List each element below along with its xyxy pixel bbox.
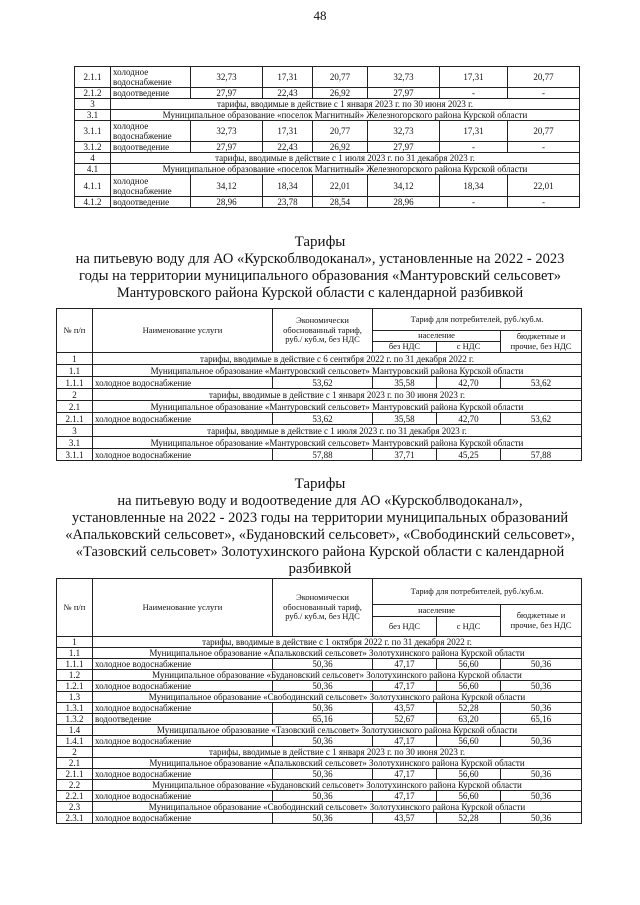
tariff-value: 20,77 — [313, 121, 368, 142]
tariff-value: - — [440, 142, 508, 153]
service-name: холодное водоснабжение — [111, 121, 191, 142]
service-name: водоотведение — [111, 142, 191, 153]
tariff-value: 34,12 — [191, 175, 263, 197]
service-name: водоотведение — [111, 88, 191, 99]
tariff-value: 47,17 — [373, 736, 437, 747]
section-row-text: Муниципальное образование «Мантуровский сельсовет» Мантуровский района Курской области — [93, 437, 582, 449]
table-row — [75, 164, 580, 175]
tariff-value: 32,73 — [368, 67, 440, 88]
section-row-text: Муниципальное образование «поселок Магнитный» Железногорского района Курской области — [111, 110, 580, 121]
service-name: холодное водоснабжение — [93, 449, 273, 461]
tariff-value: 50,36 — [501, 681, 582, 692]
section-row-text: тарифы, вводимые в действие с 1 июля 2023 г. по 31 декабря 2023 г. — [111, 153, 580, 164]
section-row-text: Муниципальное образование «Мантуровский сельсовет» Мантуровский района Курской области — [93, 401, 582, 413]
table-row — [57, 637, 582, 648]
tariff-value: 50,36 — [273, 813, 373, 824]
tariff-value: 18,34 — [440, 175, 508, 197]
table-row — [57, 648, 582, 659]
row-number: 3.1.2 — [75, 142, 111, 153]
tariff-value: 50,36 — [273, 736, 373, 747]
header-consumer-tariff: Тариф для потребителей, руб./куб.м. — [373, 309, 582, 331]
row-number: 2.1.2 — [75, 88, 111, 99]
tariff-value: 20,77 — [313, 67, 368, 88]
header-service: Наименование услуги — [93, 579, 273, 637]
tariff-value: 50,36 — [501, 813, 582, 824]
service-name: холодное водоснабжение — [93, 769, 273, 780]
header-service: Наименование услуги — [93, 309, 273, 353]
service-name: холодное водоснабжение — [111, 67, 191, 88]
tariff-value: 17,31 — [263, 67, 313, 88]
row-number: 4.1 — [75, 164, 111, 175]
section-row-text: Муниципальное образование «Мантуровский сельсовет» Мантуровский района Курской области — [93, 365, 582, 377]
row-number: 3 — [57, 425, 93, 437]
row-number: 2.3.1 — [57, 813, 93, 824]
row-number: 3 — [75, 99, 111, 110]
table-row — [57, 780, 582, 791]
title-line: Тарифы — [294, 476, 346, 492]
tariff-value: 56,60 — [437, 681, 501, 692]
section-title-manturovo — [0, 234, 640, 302]
row-number: 1.1 — [57, 365, 93, 377]
row-number: 2.1.1 — [57, 769, 93, 780]
table-row — [57, 692, 582, 703]
tariff-value: 56,60 — [437, 791, 501, 802]
tariff-value: 56,60 — [437, 736, 501, 747]
tariff-value: 50,36 — [273, 769, 373, 780]
table-row — [75, 121, 580, 142]
header-number: № п/п — [57, 579, 93, 637]
row-number: 4.1.2 — [75, 197, 111, 208]
section-row-text: тарифы, вводимые в действие с 1 января 2023 г. по 30 июня 2023 г. — [93, 747, 582, 758]
row-number: 3.1.1 — [75, 121, 111, 142]
tariff-value: 23,78 — [263, 197, 313, 208]
table-row — [57, 353, 582, 365]
tariff-value: - — [508, 88, 580, 99]
section-row-text: тарифы, вводимые в действие с 1 октября 2022 г. по 31 декабря 2022 г. — [93, 637, 582, 648]
tariff-value: 52,28 — [437, 813, 501, 824]
section-row-text: Муниципальное образование «Апальковский сельсовет» Золотухинского района Курской области — [93, 648, 582, 659]
tariff-value: 32,73 — [368, 121, 440, 142]
service-name: холодное водоснабжение — [93, 681, 273, 692]
tariff-value: 50,36 — [273, 791, 373, 802]
table-row — [57, 425, 582, 437]
tariff-value: 27,97 — [368, 88, 440, 99]
table-row — [75, 99, 580, 110]
section-row-text: тарифы, вводимые в действие с 1 января 2023 г. по 30 июня 2023 г. — [93, 389, 582, 401]
table-row — [57, 413, 582, 425]
tariff-value: 52,67 — [373, 714, 437, 725]
row-number: 2 — [57, 747, 93, 758]
table-row — [57, 714, 582, 725]
tariff-value: 32,73 — [191, 121, 263, 142]
title-line: Мантуровского района Курской области с календарной разбивкой — [116, 285, 524, 301]
table-row — [57, 758, 582, 769]
row-number: 3.1 — [57, 437, 93, 449]
tariff-value: 43,57 — [373, 813, 437, 824]
service-name: холодное водоснабжение — [93, 377, 273, 389]
tariff-table-zolotukhino — [56, 578, 582, 824]
table-row — [57, 736, 582, 747]
tariff-value: 50,36 — [501, 736, 582, 747]
table-row — [57, 401, 582, 413]
row-number: 4 — [75, 153, 111, 164]
tariff-table-manturovo — [56, 308, 582, 461]
row-number: 2 — [57, 389, 93, 401]
table-row — [75, 175, 580, 197]
service-name: холодное водоснабжение — [93, 736, 273, 747]
title-line: Тарифы — [294, 234, 346, 250]
tariff-value: 22,01 — [313, 175, 368, 197]
service-name: холодное водоснабжение — [111, 175, 191, 197]
header-with-vat: с НДС — [437, 617, 501, 637]
tariff-value: 50,36 — [501, 791, 582, 802]
row-number: 1.2.1 — [57, 681, 93, 692]
service-name: холодное водоснабжение — [93, 413, 273, 425]
table-row — [57, 659, 582, 670]
section-row-text: тарифы, вводимые в действие с 1 января 2023 г. по 30 июня 2023 г. — [111, 99, 580, 110]
tariff-value: 47,17 — [373, 769, 437, 780]
section-row-text: Муниципальное образование «Свободинский сельсовет» Золотухинского района Курской области — [93, 802, 582, 813]
row-number: 1.1 — [57, 648, 93, 659]
title-line: годы на территории муниципального образования «Мантуровский сельсовет» — [78, 268, 561, 284]
table-row — [75, 67, 580, 88]
row-number: 3.1 — [75, 110, 111, 121]
tariff-value: 17,31 — [440, 67, 508, 88]
tariff-value: 63,20 — [437, 714, 501, 725]
section-row-text: Муниципальное образование «поселок Магнитный» Железногорского района Курской области — [111, 164, 580, 175]
tariff-value: 32,73 — [191, 67, 263, 88]
title-line: «Апальковский сельсовет», «Будановский сельсовет», «Свободинский сельсовет», — [65, 527, 575, 543]
tariff-value: 45,25 — [437, 449, 501, 461]
header-budget: бюджетные и прочие, без НДС — [501, 605, 582, 637]
tariff-value: 22,01 — [508, 175, 580, 197]
tariff-value: 57,88 — [501, 449, 582, 461]
table-row — [57, 681, 582, 692]
tariff-value: 57,88 — [273, 449, 373, 461]
tariff-value: 65,16 — [501, 714, 582, 725]
header-population: население — [373, 331, 501, 342]
table-row — [75, 142, 580, 153]
table-row — [75, 88, 580, 99]
row-number: 2.1.1 — [57, 413, 93, 425]
service-name: холодное водоснабжение — [93, 659, 273, 670]
row-number: 1.1.1 — [57, 377, 93, 389]
row-number: 1 — [57, 353, 93, 365]
section-row-text: тарифы, вводимые в действие с 6 сентября 2022 г. по 31 декабря 2022 г. — [93, 353, 582, 365]
tariff-value: 27,97 — [191, 142, 263, 153]
row-number: 1.4.1 — [57, 736, 93, 747]
tariff-value: 42,70 — [437, 377, 501, 389]
table-row — [57, 813, 582, 824]
table-row — [57, 389, 582, 401]
row-number: 2.2 — [57, 780, 93, 791]
tariff-value: 53,62 — [501, 377, 582, 389]
header-population: население — [373, 605, 501, 617]
tariff-value: 50,36 — [273, 703, 373, 714]
header-consumer-tariff: Тариф для потребителей, руб./куб.м. — [373, 579, 582, 605]
tariff-value: - — [440, 197, 508, 208]
header-economic-tariff: Экономически обоснованный тариф, руб./ куб.м, без НДС — [273, 309, 373, 353]
service-name: водоотведение — [111, 197, 191, 208]
row-number: 2.3 — [57, 802, 93, 813]
tariff-value: 22,43 — [263, 88, 313, 99]
row-number: 1 — [57, 637, 93, 648]
tariff-value: 56,60 — [437, 769, 501, 780]
tariff-value: 53,62 — [501, 413, 582, 425]
row-number: 1.4 — [57, 725, 93, 736]
tariff-value: 18,34 — [263, 175, 313, 197]
row-number: 2.1 — [57, 401, 93, 413]
service-name: водоотведение — [93, 714, 273, 725]
section-row-text: Муниципальное образование «Будановский сельсовет» Золотухинского района Курской области — [93, 670, 582, 681]
table-row — [57, 449, 582, 461]
tariff-value: 35,58 — [373, 413, 437, 425]
table-row — [57, 437, 582, 449]
section-title-zolotukhino — [0, 476, 640, 578]
tariff-value: 65,16 — [273, 714, 373, 725]
row-number: 1.3.2 — [57, 714, 93, 725]
section-row-text: Муниципальное образование «Апальковский сельсовет» Золотухинского района Курской области — [93, 758, 582, 769]
header-no-vat: без НДС — [373, 617, 437, 637]
title-line: установленные на 2022 - 2023 годы на территории муниципальных образований — [71, 510, 569, 526]
table-row — [57, 769, 582, 780]
row-number: 1.2 — [57, 670, 93, 681]
section-row-text: Муниципальное образование «Будановский сельсовет» Золотухинского района Курской области — [93, 780, 582, 791]
tariff-value: 27,97 — [368, 142, 440, 153]
tariff-value: 26,92 — [313, 88, 368, 99]
service-name: холодное водоснабжение — [93, 791, 273, 802]
section-row-text: Муниципальное образование «Тазовский сельсовет» Золотухинского района Курской области — [93, 725, 582, 736]
tariff-value: 20,77 — [508, 67, 580, 88]
tariff-value: 47,17 — [373, 659, 437, 670]
row-number: 3.1.1 — [57, 449, 93, 461]
tariff-value: 53,62 — [273, 377, 373, 389]
title-line: «Тазовский сельсовет» Золотухинского района Курской области с календарной — [75, 544, 565, 560]
table-row — [75, 110, 580, 121]
service-name: холодное водоснабжение — [93, 813, 273, 824]
table-row — [57, 802, 582, 813]
tariff-value: 20,77 — [508, 121, 580, 142]
service-name: холодное водоснабжение — [93, 703, 273, 714]
tariff-value: 50,36 — [501, 769, 582, 780]
row-number: 2.2.1 — [57, 791, 93, 802]
tariff-value: 47,17 — [373, 791, 437, 802]
title-line: разбивкой — [288, 561, 352, 577]
row-number: 2.1 — [57, 758, 93, 769]
tariff-table-manturovo-body — [57, 353, 582, 461]
tariff-value: - — [440, 88, 508, 99]
tariff-value: 50,36 — [273, 681, 373, 692]
tariff-value: 43,57 — [373, 703, 437, 714]
header-number: № п/п — [57, 309, 93, 353]
table-row — [57, 791, 582, 802]
tariff-value: 37,71 — [373, 449, 437, 461]
table-row — [57, 703, 582, 714]
tariff-value: 53,62 — [273, 413, 373, 425]
tariff-value: 17,31 — [440, 121, 508, 142]
table-row — [57, 725, 582, 736]
tariff-value: 34,12 — [368, 175, 440, 197]
table-row — [57, 670, 582, 681]
table-row — [57, 747, 582, 758]
header-no-vat: без НДС — [373, 342, 437, 353]
header-with-vat: с НДС — [437, 342, 501, 353]
header-budget: бюджетные и прочие, без НДС — [501, 331, 582, 353]
table-row — [57, 365, 582, 377]
tariff-value: 42,70 — [437, 413, 501, 425]
tariff-value: 22,43 — [263, 142, 313, 153]
table-row — [75, 197, 580, 208]
tariff-table-zolotukhino-body — [57, 637, 582, 824]
tariff-value: 50,36 — [501, 703, 582, 714]
title-line: на питьевую воду и водоотведение для АО «Курскоблводоканал», — [117, 493, 523, 509]
tariff-value: 56,60 — [437, 659, 501, 670]
tariff-value: 52,28 — [437, 703, 501, 714]
tariff-value: - — [508, 197, 580, 208]
header-economic-tariff: Экономически обоснованный тариф, руб./ куб.м, без НДС — [273, 579, 373, 637]
table-row — [75, 153, 580, 164]
tariff-value: 35,58 — [373, 377, 437, 389]
section-row-text: Муниципальное образование «Свободинский сельсовет» Золотухинского района Курской области — [93, 692, 582, 703]
table-row — [57, 377, 582, 389]
tariff-value: 28,96 — [191, 197, 263, 208]
row-number: 4.1.1 — [75, 175, 111, 197]
row-number: 1.1.1 — [57, 659, 93, 670]
tariff-value: 50,36 — [501, 659, 582, 670]
row-number: 1.3.1 — [57, 703, 93, 714]
tariff-value: 28,96 — [368, 197, 440, 208]
tariff-value: 17,31 — [263, 121, 313, 142]
tariff-value: 28,54 — [313, 197, 368, 208]
tariff-value: 47,17 — [373, 681, 437, 692]
tariff-value: 27,97 — [191, 88, 263, 99]
tariff-value: 26,92 — [313, 142, 368, 153]
title-line: на питьевую воду для АО «Курскоблводоканал», установленные на 2022 - 2023 — [75, 251, 565, 267]
row-number: 1.3 — [57, 692, 93, 703]
page-number: 48 — [313, 8, 327, 23]
tariff-value: 50,36 — [273, 659, 373, 670]
tariff-value: - — [508, 142, 580, 153]
row-number: 2.1.1 — [75, 67, 111, 88]
tariff-table-magnitny — [74, 66, 580, 208]
section-row-text: тарифы, вводимые в действие с 1 июля 2023 г. по 31 декабря 2023 г. — [93, 425, 582, 437]
tariff-table-magnitny-body — [75, 67, 580, 208]
